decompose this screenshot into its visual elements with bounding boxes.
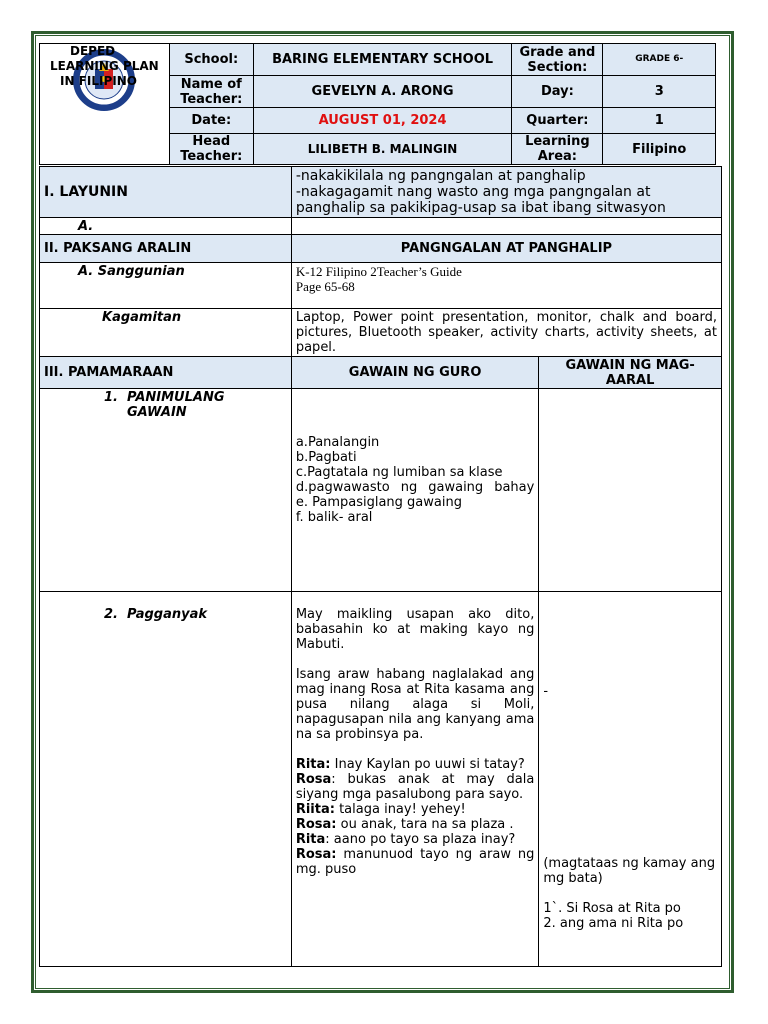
sanggunian-line-2: Page 65-68 [295,279,355,294]
panimula-magaaral-cell [539,389,722,592]
school-label: School: [169,44,253,76]
dialogue-text: : bukas anak at may dala siyang mga pasalubong para sayo. [295,772,535,802]
layunin-label: I. LAYUNIN [40,167,292,218]
kagamitan-label: Kagamitan [40,309,292,357]
quarter-label: Quarter: [512,108,603,134]
dialogue-line [296,757,534,772]
panimula-label: PANIMULANG GAWAIN [127,390,225,420]
deped-logo-cell [40,44,170,165]
day-value: 3 [603,76,716,108]
dialogue-text: ou anak, tara na sa plaza . [336,817,514,832]
pamamaraan-label: III. PAMAMARAAN [40,357,292,389]
gawain-guro-header: GAWAIN NG GURO [291,357,538,389]
school-value: BARING ELEMENTARY SCHOOL [253,44,511,76]
header-table [39,43,716,165]
dialogue-speaker: Rosa: [295,817,337,832]
dialogue-text: talaga inay! yehey! [334,802,466,817]
panimula-item: c.Pagtatala ng lumiban sa klase [295,465,503,480]
dialogue-speaker: Rosa [295,772,332,787]
gawain-magaaral-header: GAWAIN NG MAG-AARAL [539,357,722,389]
layunin-item-2: -nakagagamit nang wasto ang mga pangngalan at panghalip sa pakikipag-usap sa ibat ibang sitwasyon [295,184,666,216]
dialogue-speaker: Rita: [295,757,331,772]
grade-label: Grade and Section: [512,44,603,76]
section-a-content [291,218,721,235]
panimula-item: f. balik- aral [295,510,373,525]
learning-area-value: Filipino [603,134,716,165]
layunin-item-1: -nakakikilala ng pangngalan at panghalip [295,168,586,184]
dialogue-line [296,802,534,817]
panimula-label-cell [40,389,292,592]
panimula-item: a.Panalangin [295,435,380,450]
lesson-plan-table [39,166,722,967]
teacher-value: GEVELYN A. ARONG [253,76,511,108]
pagganyak-label: Pagganyak [127,607,207,622]
panimula-guro-cell [291,389,538,592]
student-dash: - [543,684,549,699]
date-value: AUGUST 01, 2024 [253,108,511,134]
panimula-number: 1. [104,390,118,405]
layunin-content [291,167,721,218]
dialogue-line [296,847,534,877]
dialogue-line [296,817,534,832]
logo-line-2: LEARNING PLAN [50,59,159,73]
grade-value: GRADE 6- [603,44,716,76]
panimula-item: d.pagwawasto ng gawaing bahay [295,480,535,495]
student-response-3: 2. ang ama ni Rita po [543,916,684,931]
dialogue-text: : aano po tayo sa plaza inay? [325,832,516,847]
dialogue-speaker: Rosa: [295,847,337,862]
head-teacher-label: Head Teacher: [169,134,253,165]
pagganyak-magaaral-cell [539,592,722,967]
logo-line-1: DEPED [70,44,116,58]
date-label: Date: [169,108,253,134]
dialogue-speaker: Riita: [295,802,335,817]
paksa-label: II. PAKSANG ARALIN [40,235,292,263]
day-label: Day: [512,76,603,108]
pagganyak-label-cell [40,592,292,967]
sanggunian-label: A. Sanggunian [40,263,292,309]
teacher-label: Name of Teacher: [169,76,253,108]
dialogue-text: Inay Kaylan po uuwi si tatay? [330,757,525,772]
pagganyak-guro-cell [291,592,538,967]
sanggunian-line-1: K-12 Filipino 2Teacher’s Guide [295,264,462,279]
pagganyak-intro: May maikling usapan ako dito, babasahin ko at making kayo ng Mabuti. [295,607,535,652]
sanggunian-content [291,263,721,309]
paksa-value: PANGNGALAN AT PANGHALIP [291,235,721,263]
section-a-label: A. [40,218,292,235]
student-response-2: 1`. Si Rosa at Rita po [543,901,681,916]
quarter-value: 1 [603,108,716,134]
dialogue-speaker: Rita [295,832,326,847]
panimula-item: b.Pagbati [295,450,357,465]
dialogue-line [296,832,534,847]
dialogue-text: manunuod tayo ng araw ng mg. puso [295,847,535,877]
panimula-item: e. Pampasiglang gawaing [295,495,462,510]
pagganyak-story: Isang araw habang naglalakad ang mag inang Rosa at Rita kasama ang pusa nilang alaga si Moli, napagusapan nila ang kanyang ama na sa probinsya pa. [295,667,535,742]
head-teacher-value: LILIBETH B. MALINGIN [253,134,511,165]
learning-area-label: Learning Area: [512,134,603,165]
logo-line-3: IN FILIPINO [60,74,137,88]
kagamitan-value: Laptop, Power point presentation, monitor, chalk and board, pictures, Bluetooth speaker, activity charts, activity sheets, at papel. [291,309,721,357]
student-response-1: (magtataas ng kamay ang mg bata) [543,856,716,886]
dialogue-line [296,772,534,802]
pagganyak-number: 2. [104,607,118,622]
